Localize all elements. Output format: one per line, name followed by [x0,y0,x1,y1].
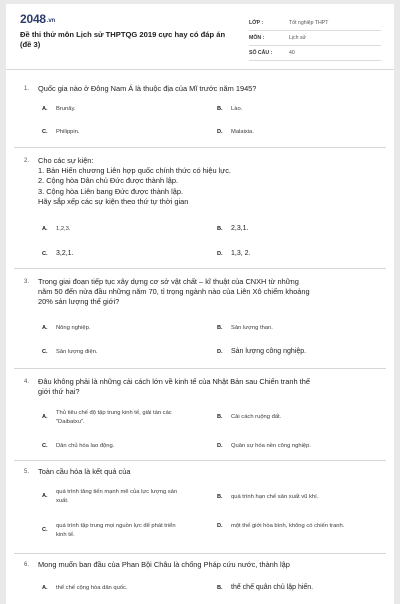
question-number: 2. [24,158,30,164]
meta-row-class [249,16,381,31]
option-text: Sản lượng công nghiệp. [231,348,307,355]
option-text: quá trình tập trung mọi nguồn lực để phát triển kinh tế. [56,523,176,538]
question-text: Cho các sự kiện: [38,156,94,165]
option-text: Malaixia. [231,129,254,135]
question-number: 6. [24,562,30,568]
question-6 [24,560,374,570]
option-text: quá trình hạn chế sản xuất vũ khí. [231,494,319,500]
option-label: C. [42,349,48,355]
option-4c[interactable] [42,442,114,451]
question-text: Quốc gia nào ở Đông Nam Á là thuộc địa của Mĩ trước năm 1945? [38,84,257,93]
option-label: C. [42,527,48,534]
option-label: D. [217,523,223,529]
option-label: D. [217,129,223,135]
option-1c[interactable] [42,128,80,137]
option-1a[interactable] [42,105,76,114]
question-text: Mong muốn ban đầu của Phan Bội Châu là chống Pháp cứu nước, thành lập [38,560,290,569]
option-label: B. [217,494,223,500]
option-label: A. [42,106,48,112]
option-1b[interactable] [217,105,242,114]
logo-text: 2048 [20,12,46,26]
question-text: 2. Cộng hòa Dân chủ Đức được thành lập. [38,176,179,186]
question-1 [24,84,374,94]
question-text: Toàn cầu hóa là kết quả của [38,467,131,476]
question-text: 1. Bản Hiến chương Liên hợp quốc chính thức có hiệu lực. [38,166,231,176]
option-label: A. [42,585,48,591]
question-3 [24,277,374,308]
option-label: D. [217,349,223,355]
option-label: A. [42,325,48,331]
option-label: B. [217,325,223,331]
meta-value: Lịch sử [289,35,307,41]
option-5a[interactable] [42,488,181,505]
exam-page [6,4,394,604]
option-6a[interactable] [42,584,128,593]
question-number: 5. [24,469,30,475]
option-text: Nông nghiệp. [56,325,91,331]
option-label: C. [42,129,48,135]
option-4b[interactable] [217,413,281,422]
question-4 [24,377,374,397]
option-3a[interactable] [42,324,91,333]
question-text: 3. Cộng hòa Liên bang Đức được thành lập. [38,186,183,196]
question-text: năm 50 đến nửa đầu những năm 70, tỉ trọng ngành nào của Liên Xô chiếm khoảng [38,287,310,297]
question-text: 20% sản lượng thế giới? [38,297,120,307]
question-text: Hãy sắp xếp các sự kiện theo thứ tự thời gian [38,196,189,206]
option-text: Sản lượng điện. [56,349,98,355]
option-label: C. [42,443,48,449]
meta-key: SỐ CÂU : [249,50,273,56]
option-text: Quân sự hóa nền công nghiệp. [231,443,311,449]
option-label: C. [42,251,48,257]
option-2b[interactable] [217,225,249,234]
option-text: 3,2,1. [56,250,74,257]
option-text: thể chế cộng hòa dân quốc. [56,585,128,591]
option-text: 1,2,3. [56,226,71,232]
option-5d[interactable] [217,522,356,531]
exam-meta [249,16,381,61]
option-3b[interactable] [217,324,273,333]
option-6b[interactable] [217,584,313,593]
option-text: thể chế quân chủ lập hiến. [231,584,314,591]
option-label: B. [217,226,223,232]
option-3d[interactable] [217,348,306,357]
question-text: giới thứ hai? [38,387,80,397]
meta-row-subject [249,31,381,46]
question-5 [24,467,374,477]
option-2c[interactable] [42,250,74,259]
option-text: Brunây. [56,106,76,112]
option-label: D. [217,443,223,449]
meta-value: Tốt nghiệp THPT [289,20,329,26]
logo-suffix: .vn [46,18,55,24]
option-label: A. [42,414,48,421]
exam-header [6,4,394,70]
divider [14,553,386,554]
option-text: 1,3, 2. [231,250,251,257]
option-2d[interactable] [217,250,250,259]
meta-key: LỚP : [249,20,264,26]
option-label: B. [217,414,223,420]
exam-title: Đề thi thử môn Lịch sử THPTQG 2019 cực hay có đáp án (đề 3) [20,30,226,49]
question-number: 3. [24,279,30,285]
option-text: Philippin. [56,129,80,135]
option-5b[interactable] [217,493,318,502]
option-text: Cải cách ruộng đất. [231,414,282,420]
option-label: A. [42,226,48,232]
option-text: Thủ tiêu chế độ tập trung kinh tế, giải tán các "Daibatxu". [56,410,172,425]
meta-key: MÔN : [249,35,265,41]
option-label: B. [217,585,223,591]
question-number: 1. [24,86,30,92]
option-text: 2,3,1. [231,225,249,232]
option-3c[interactable] [42,348,98,357]
option-2a[interactable] [42,225,71,234]
divider [14,147,386,148]
meta-value: 40 [289,50,295,56]
option-1d[interactable] [217,128,254,137]
question-2 [24,156,374,207]
option-text: quá trình tăng tiến mạnh mẽ của lực lượng sản xuất. [56,489,178,504]
option-4d[interactable] [217,442,311,451]
divider [14,268,386,269]
option-text: Sản lượng than. [231,325,273,331]
question-number: 4. [24,379,30,385]
option-5c[interactable] [42,522,181,539]
question-text: Đâu không phải là những cải cách lớn về kinh tế của Nhật Bản sau Chiến tranh thế [38,377,310,386]
divider [14,368,386,369]
option-4a[interactable] [42,409,181,426]
option-text: Dân chủ hóa lao động. [56,443,115,449]
option-label: B. [217,106,223,112]
meta-row-count [249,46,381,61]
option-label: A. [42,493,48,500]
divider [14,460,386,461]
question-text: Trong giai đoạn tiếp tục xây dựng cơ sở vật chất – kĩ thuật của CNXH từ những [38,277,299,286]
option-label: D. [217,251,223,257]
option-text: một thế giới hòa bình, không có chiến tranh. [231,523,345,529]
option-text: Lào. [231,106,243,112]
